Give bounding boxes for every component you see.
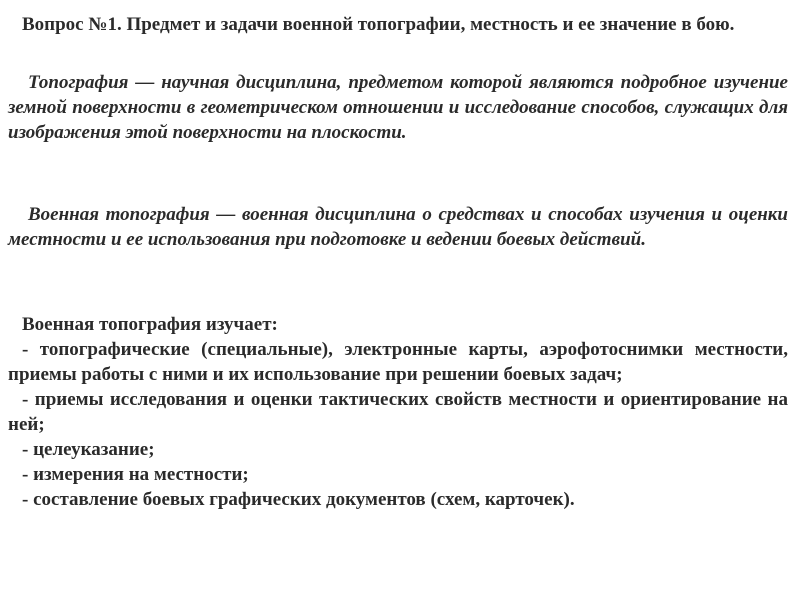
slide-title: Вопрос №1. Предмет и задачи военной топографии, местность и ее значение в бою. [22,14,735,35]
studies-section [8,312,788,512]
studies-heading: Военная топография изучает: [22,314,278,335]
topography-definition: Топография — научная дисциплина, предметом которой являются подробное изучение земной поверхности в геометрическом отношении и исследование способов, служащих для изображения этой поверхности на плоскости. [8,72,788,143]
list-item: - измерения на местности; [22,464,249,485]
list-item: - целеуказание; [22,439,155,460]
list-item: - топографические (специальные), электронные карты, аэрофотоснимки местности, приемы работы с ними и их использование при решении боевых задач; [8,339,788,385]
list-item: - составление боевых графических документов (схем, карточек). [22,489,575,510]
military-topography-definition: Военная топография — военная дисциплина о средствах и способах изучения и оценки местности и ее использования при подготовке и ведении боевых действий. [8,204,788,250]
list-item: - приемы исследования и оценки тактических свойств местности и ориентирование на ней; [8,389,788,435]
